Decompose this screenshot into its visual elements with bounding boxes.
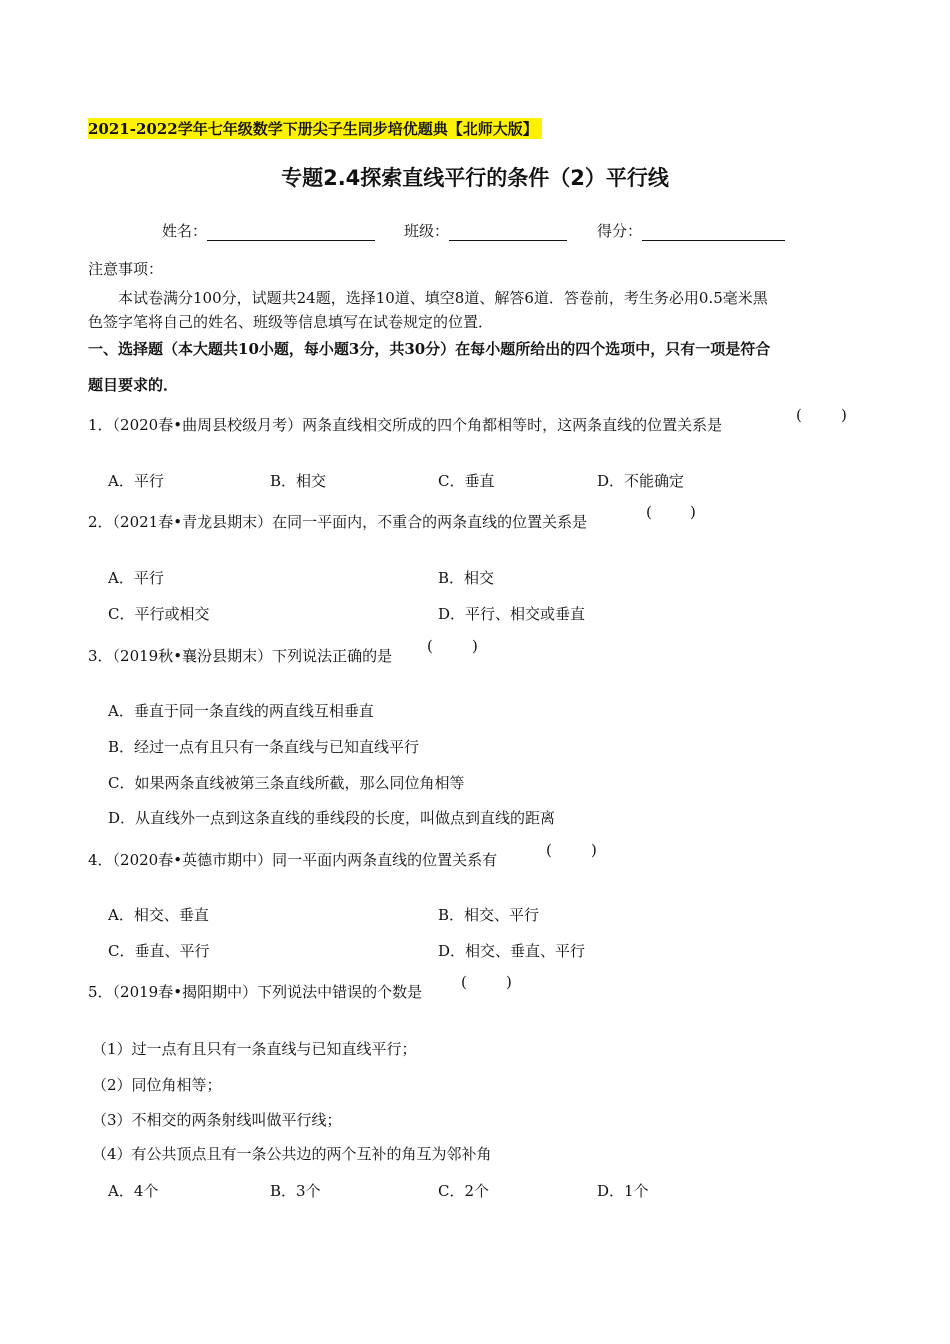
question-2-paren-open: (: [646, 503, 652, 521]
notice-line-1: 本试卷满分100分，试题共24题，选择10道、填空8道、解答6道．答卷前，考生务必用0.5毫米黑: [118, 289, 768, 307]
question-1-option-b[interactable]: B．相交: [270, 472, 327, 490]
question-4-option-c[interactable]: C．垂直、平行: [108, 942, 210, 960]
question-3-option-c[interactable]: C．如果两条直线被第三条直线所截，那么同位角相等: [108, 774, 465, 792]
question-3-option-b[interactable]: B．经过一点有且只有一条直线与已知直线平行: [108, 738, 420, 756]
class-blank[interactable]: [449, 226, 567, 241]
class-field[interactable]: [404, 220, 567, 241]
series-banner: 2021-2022学年七年级数学下册尖子生同步培优题典【北师大版】: [88, 118, 542, 139]
question-5-statement-2: （2）同位角相等；: [92, 1076, 222, 1094]
question-5-option-c[interactable]: C．2个: [438, 1182, 490, 1200]
question-1-option-c[interactable]: C．垂直: [438, 472, 495, 490]
name-blank[interactable]: [207, 226, 375, 241]
question-5-statement-4: （4）有公共顶点且有一条公共边的两个互补的角互为邻补角: [92, 1145, 492, 1163]
question-2-stem: 2．（2021春•青龙县期末）在同一平面内，不重合的两条直线的位置关系是: [88, 513, 588, 531]
score-label: 得分：: [597, 222, 643, 240]
question-3-stem: 3．（2019秋•襄汾县期末）下列说法正确的是: [88, 647, 393, 665]
question-2-option-a[interactable]: A．平行: [108, 569, 164, 587]
notice-heading: 注意事项：: [88, 260, 164, 278]
question-3-paren-open: (: [427, 637, 433, 655]
question-5-option-d[interactable]: D．1个: [597, 1182, 649, 1200]
question-1-stem: 1．（2020春•曲周县校级月考）两条直线相交所成的四个角都相等时，这两条直线的位置关系是: [88, 416, 723, 434]
score-field[interactable]: [597, 220, 785, 241]
question-1-option-a[interactable]: A．平行: [108, 472, 164, 490]
question-5-paren-close: ): [506, 973, 512, 991]
question-5-option-a[interactable]: A．4个: [108, 1182, 159, 1200]
question-4-paren-open: (: [546, 841, 552, 859]
class-label: 班级：: [404, 222, 450, 240]
section-heading-line-2: 题目要求的．: [88, 376, 179, 394]
question-5-statement-1: （1）过一点有且只有一条直线与已知直线平行；: [92, 1040, 417, 1058]
question-5-option-b[interactable]: B．3个: [270, 1182, 321, 1200]
name-label: 姓名：: [162, 222, 208, 240]
question-1-option-d[interactable]: D．不能确定: [597, 472, 685, 490]
question-1-paren-open: (: [796, 406, 802, 424]
question-3-paren-close: ): [472, 637, 478, 655]
question-4-paren-close: ): [591, 841, 597, 859]
score-blank[interactable]: [642, 226, 785, 241]
notice-line-2: 色签字笔将自己的姓名、班级等信息填写在试卷规定的位置．: [88, 313, 494, 331]
page-title: 专题2.4探索直线平行的条件（2）平行线: [281, 166, 669, 190]
name-field[interactable]: [162, 220, 375, 241]
question-3-option-d[interactable]: D．从直线外一点到这条直线的垂线段的长度，叫做点到直线的距离: [108, 809, 556, 827]
question-5-stem: 5．（2019春•揭阳期中）下列说法中错误的个数是: [88, 983, 423, 1001]
question-5-paren-open: (: [461, 973, 467, 991]
question-4-option-a[interactable]: A．相交、垂直: [108, 906, 209, 924]
question-5-statement-3: （3）不相交的两条射线叫做平行线；: [92, 1111, 342, 1129]
question-1-paren-close: ): [841, 406, 847, 424]
question-2-option-d[interactable]: D．平行、相交或垂直: [438, 605, 586, 623]
section-heading-line-1: 一、选择题（本大题共10小题，每小题3分，共30分）在每小题所给出的四个选项中，只有一项是符合: [88, 340, 771, 358]
question-4-stem: 4．（2020春•英德市期中）同一平面内两条直线的位置关系有: [88, 851, 498, 869]
question-3-option-a[interactable]: A．垂直于同一条直线的两直线互相垂直: [108, 702, 374, 720]
question-4-option-b[interactable]: B．相交、平行: [438, 906, 540, 924]
question-2-option-b[interactable]: B．相交: [438, 569, 495, 587]
question-4-option-d[interactable]: D．相交、垂直、平行: [438, 942, 586, 960]
question-2-option-c[interactable]: C．平行或相交: [108, 605, 210, 623]
question-2-paren-close: ): [690, 503, 696, 521]
